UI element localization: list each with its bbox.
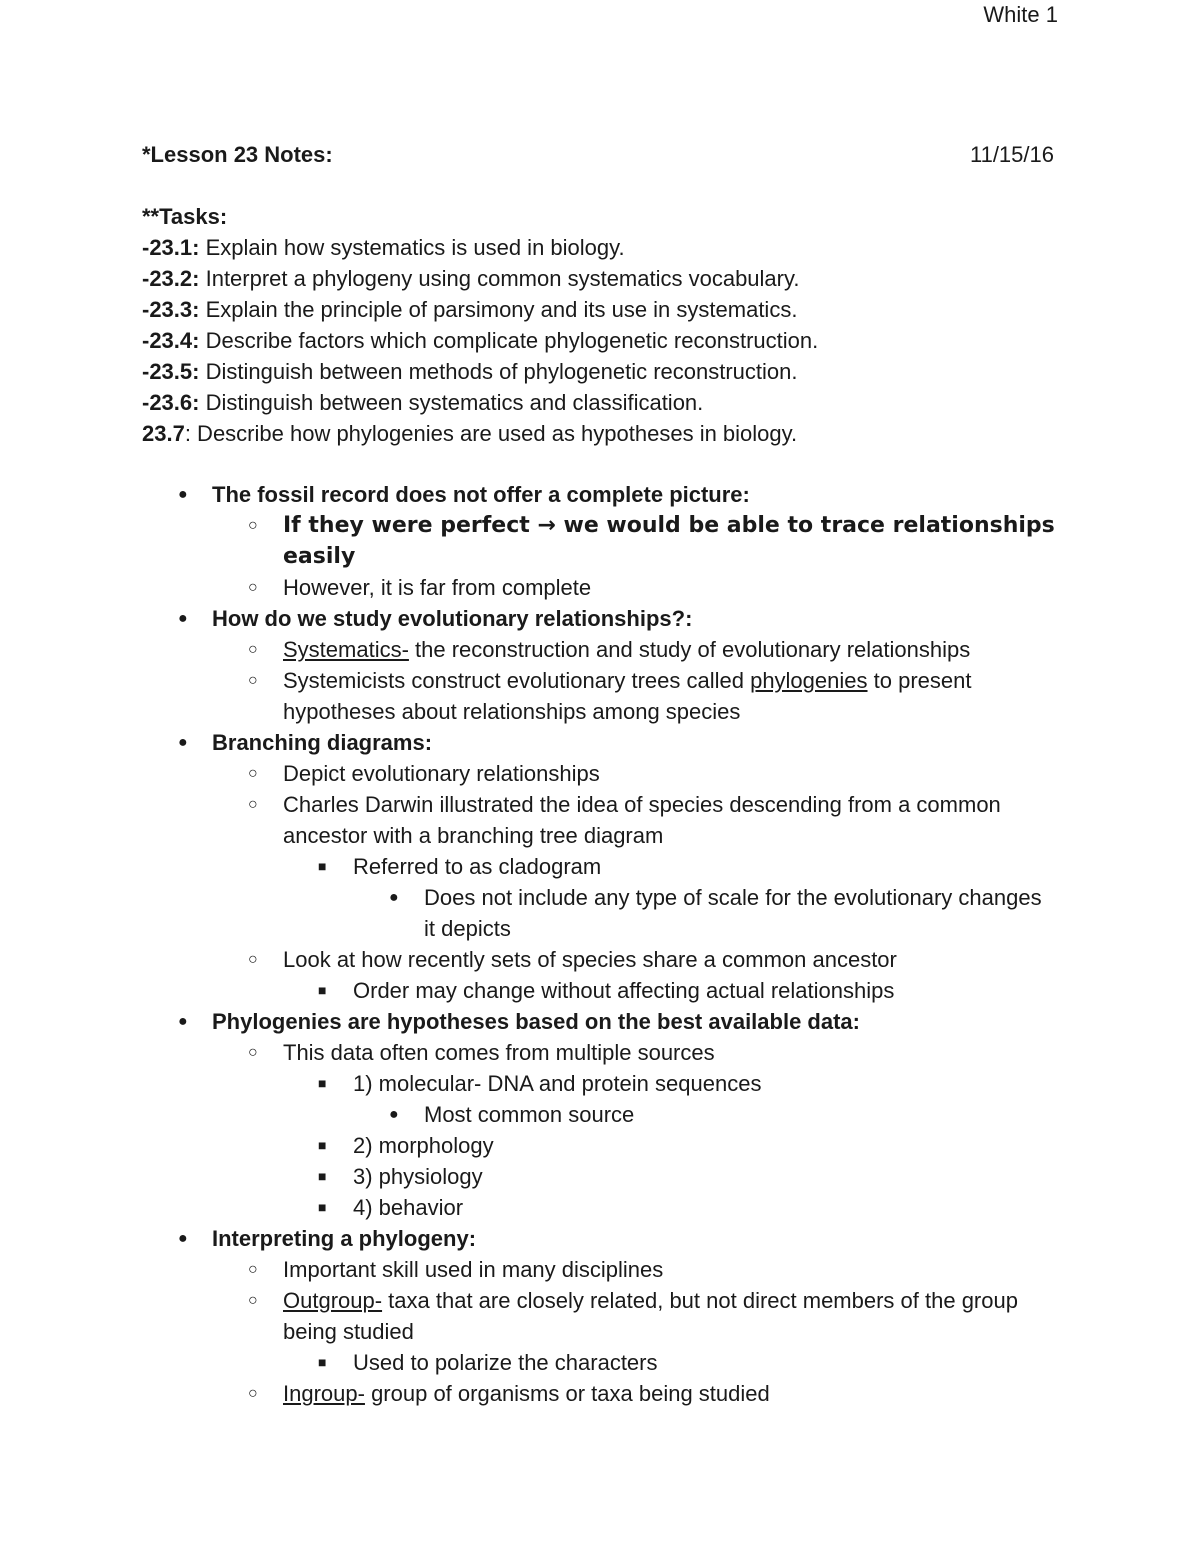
task-number: -23.1:: [142, 235, 200, 260]
term: Systematics-: [283, 637, 409, 662]
task-item: [142, 325, 818, 356]
square-bullet-icon: ■: [318, 982, 327, 998]
filled-bullet-icon: ●: [178, 1230, 188, 1247]
filled-bullet-icon: ●: [178, 486, 188, 503]
task-number: -23.2:: [142, 266, 200, 291]
note-text: Referred to as cladogram: [353, 854, 602, 879]
hollow-bullet-icon: ○: [248, 1385, 258, 1402]
filled-bullet-icon: ●: [178, 610, 188, 627]
task-number: -23.5:: [142, 359, 200, 384]
note-text: Important skill used in many disciplines: [283, 1257, 664, 1282]
list-item: [0, 665, 1200, 727]
task-text: : Describe how phylogenies are used as hypotheses in biology.: [184, 421, 798, 446]
task-item: [142, 263, 818, 294]
square-bullet-icon: ■: [318, 1075, 327, 1091]
list-item: [0, 1347, 1200, 1378]
hollow-bullet-icon: ○: [248, 579, 258, 596]
task-item: [142, 294, 818, 325]
task-item: [142, 356, 818, 387]
list-item: [0, 975, 1200, 1006]
page-title: *Lesson 23 Notes:: [142, 142, 333, 167]
task-text: Interpret a phylogeny using common systematics vocabulary.: [199, 266, 800, 291]
filled-bullet-icon: ●: [389, 1106, 399, 1123]
text-part: to present hypotheses about relationships among species: [283, 668, 972, 724]
definition: group of organisms or taxa being studied: [364, 1381, 770, 1406]
notes-list: [0, 479, 1200, 1409]
list-item: [0, 882, 1200, 944]
task-number: -23.4:: [142, 328, 200, 353]
task-item: [142, 418, 818, 449]
hollow-bullet-icon: ○: [248, 796, 258, 813]
note-text: [283, 1285, 1063, 1347]
section-heading: Interpreting a phylogeny:: [212, 1226, 477, 1251]
list-item: [0, 1130, 1200, 1161]
hollow-bullet-icon: ○: [248, 1261, 258, 1278]
task-text: Describe factors which complicate phylogenetic reconstruction.: [199, 328, 819, 353]
list-item: [0, 1223, 1200, 1254]
note-text: Order may change without affecting actual relationships: [353, 978, 895, 1003]
square-bullet-icon: ■: [318, 1199, 327, 1215]
list-item: [0, 1006, 1200, 1037]
list-item: [0, 510, 1200, 572]
note-text: If they were perfect → we would be able to trace relationships easily: [283, 513, 1055, 569]
task-text: Distinguish between systematics and classification.: [199, 390, 704, 415]
list-item: [0, 479, 1200, 510]
task-text: Explain the principle of parsimony and its use in systematics.: [199, 297, 798, 322]
hollow-bullet-icon: ○: [248, 1044, 258, 1061]
note-text: However, it is far from complete: [283, 575, 592, 600]
tasks-heading: **Tasks:: [142, 204, 228, 229]
list-item: [0, 1285, 1200, 1347]
note-text: This data often comes from multiple sources: [283, 1040, 715, 1065]
task-item: [142, 387, 818, 418]
task-number: -23.6:: [142, 390, 200, 415]
list-item: [0, 789, 1200, 851]
list-item: [0, 603, 1200, 634]
text-part: Systemicists construct evolutionary trees called: [283, 668, 751, 693]
hollow-bullet-icon: ○: [248, 672, 258, 689]
task-number: -23.3:: [142, 297, 200, 322]
hollow-bullet-icon: ○: [248, 1292, 258, 1309]
note-text: Used to polarize the characters: [353, 1350, 658, 1375]
list-item: [0, 1161, 1200, 1192]
task-text: Explain how systematics is used in biology.: [199, 235, 625, 260]
section-heading: Phylogenies are hypotheses based on the best available data:: [212, 1009, 860, 1034]
square-bullet-icon: ■: [318, 1354, 327, 1370]
hollow-bullet-icon: ○: [248, 765, 258, 782]
title-row: [142, 142, 1054, 172]
list-item: [0, 758, 1200, 789]
note-text: Charles Darwin illustrated the idea of species descending from a common ancestor with a branching tree diagram: [283, 792, 1001, 848]
note-text: 4) behavior: [353, 1195, 464, 1220]
term: Ingroup-: [283, 1381, 365, 1406]
note-text: 2) morphology: [353, 1133, 494, 1158]
definition: the reconstruction and study of evolutionary relationships: [408, 637, 971, 662]
note-text: [283, 665, 1063, 727]
note-text: Depict evolutionary relationships: [283, 761, 600, 786]
term: phylogenies: [750, 668, 868, 693]
hollow-bullet-icon: ○: [248, 517, 258, 534]
page-header-name: White 1: [983, 2, 1058, 27]
list-item: [0, 1099, 1200, 1130]
task-number: 23.7: [142, 421, 185, 446]
list-item: [0, 851, 1200, 882]
list-item: [0, 572, 1200, 603]
list-item: [0, 1068, 1200, 1099]
term: Outgroup-: [283, 1288, 383, 1313]
list-item: [0, 727, 1200, 758]
note-text: [283, 634, 1063, 665]
note-date: 11/15/16: [969, 142, 1054, 167]
square-bullet-icon: ■: [318, 1168, 327, 1184]
list-item: [0, 1192, 1200, 1223]
definition: taxa that are closely related, but not direct members of the group being studied: [283, 1288, 1018, 1344]
hollow-bullet-icon: ○: [248, 951, 258, 968]
list-item: [0, 1254, 1200, 1285]
task-item: [142, 232, 818, 263]
hollow-bullet-icon: ○: [248, 641, 258, 658]
note-text: 3) physiology: [353, 1164, 483, 1189]
note-text: Most common source: [424, 1102, 635, 1127]
note-text: [283, 1378, 1063, 1409]
note-text: Does not include any type of scale for the evolutionary changes it depicts: [424, 885, 1042, 941]
tasks-section: [142, 201, 818, 449]
list-item: [0, 944, 1200, 975]
section-heading: The fossil record does not offer a complete picture:: [212, 482, 750, 507]
filled-bullet-icon: ●: [178, 1013, 188, 1030]
filled-bullet-icon: ●: [389, 889, 399, 906]
note-text: 1) molecular- DNA and protein sequences: [353, 1071, 762, 1096]
square-bullet-icon: ■: [318, 1137, 327, 1153]
note-text: Look at how recently sets of species share a common ancestor: [283, 947, 897, 972]
list-item: [0, 1037, 1200, 1068]
list-item: [0, 634, 1200, 665]
section-heading: How do we study evolutionary relationships?:: [212, 606, 693, 631]
task-text: Distinguish between methods of phylogenetic reconstruction.: [199, 359, 798, 384]
section-heading: Branching diagrams:: [212, 730, 433, 755]
square-bullet-icon: ■: [318, 858, 327, 874]
filled-bullet-icon: ●: [178, 734, 188, 751]
list-item: [0, 1378, 1200, 1409]
